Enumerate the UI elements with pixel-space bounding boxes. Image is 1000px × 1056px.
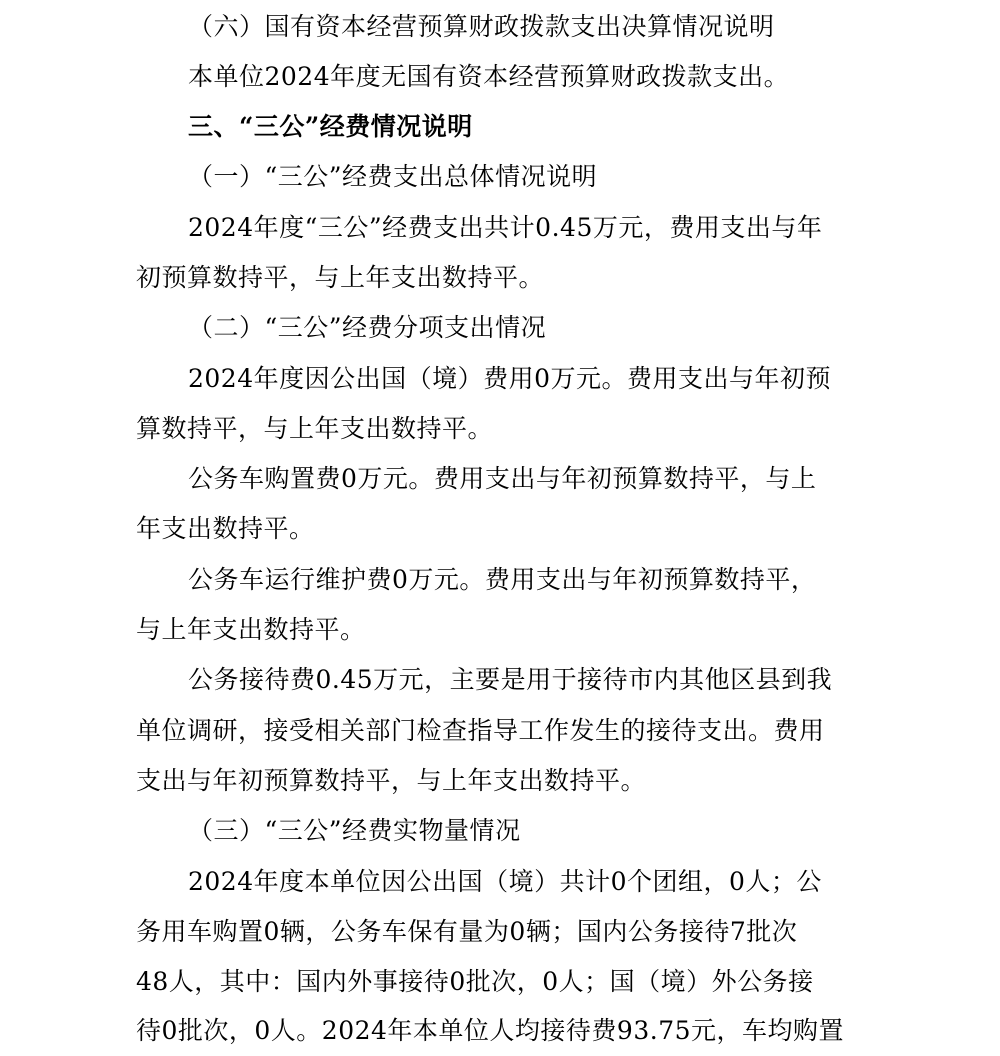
paragraph-line: 公务车运行维护费0万元。费用支出与年初预算数持平， <box>188 565 817 594</box>
paragraph-line: 支出与年初预算数持平，与上年支出数持平。 <box>136 766 647 795</box>
paragraph-line: 年支出数持平。 <box>136 514 315 543</box>
paragraph-line: 单位调研，接受相关部门检查指导工作发生的接待支出。费用 <box>136 716 825 745</box>
paragraph-line: 公务车购置费0万元。费用支出与年初预算数持平，与上 <box>188 464 817 493</box>
paragraph-line: 本单位2024年度无国有资本经营预算财政拨款支出。 <box>188 62 790 91</box>
paragraph-line: 48人，其中：国内外事接待0批次，0人；国（境）外公务接 <box>136 967 814 996</box>
paragraph-line: 务用车购置0辆，公务车保有量为0辆；国内公务接待7批次 <box>136 917 798 946</box>
subsection-heading-3: （三）“三公”经费实物量情况 <box>188 816 521 845</box>
paragraph-line: 2024年度本单位因公出国（境）共计0个团组，0人；公 <box>188 867 822 896</box>
subsection-heading-6: （六）国有资本经营预算财政拨款支出决算情况说明 <box>188 12 775 41</box>
section-heading-3: 三、“三公”经费情况说明 <box>188 112 473 141</box>
subsection-heading-2: （二）“三公”经费分项支出情况 <box>188 313 547 342</box>
subsection-heading-1: （一）“三公”经费支出总体情况说明 <box>188 162 598 191</box>
paragraph-line: 与上年支出数持平。 <box>136 615 366 644</box>
paragraph-line: 2024年度“三公”经费支出共计0.45万元，费用支出与年 <box>188 213 823 242</box>
paragraph-line: 待0批次，0人。2024年本单位人均接待费93.75元，车均购置 <box>136 1016 845 1045</box>
paragraph-line: 初预算数持平，与上年支出数持平。 <box>136 263 545 292</box>
paragraph-line: 2024年度因公出国（境）费用0万元。费用支出与年初预 <box>188 364 832 393</box>
paragraph-line: 算数持平，与上年支出数持平。 <box>136 414 494 443</box>
paragraph-line: 公务接待费0.45万元，主要是用于接待市内其他区县到我 <box>188 665 833 694</box>
